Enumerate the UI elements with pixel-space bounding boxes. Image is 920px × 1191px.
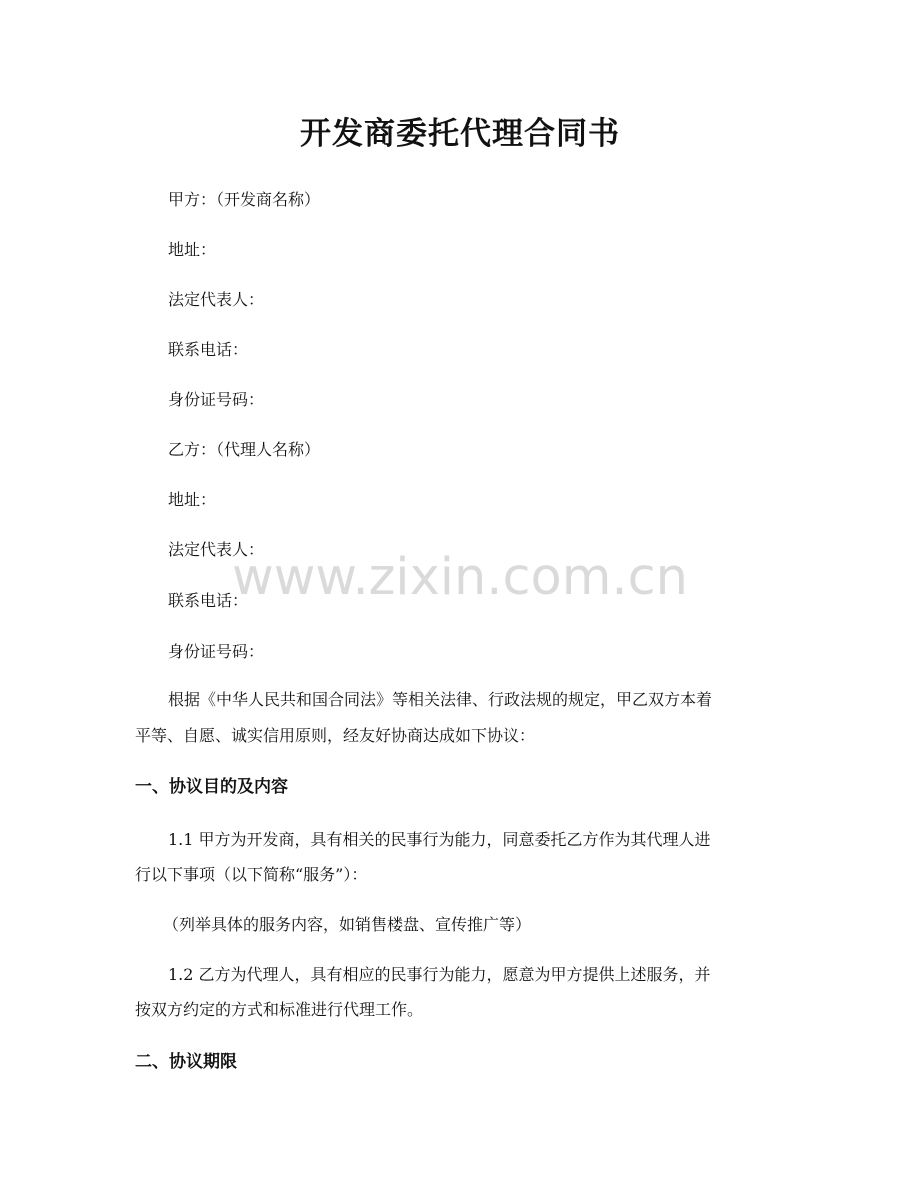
party-b-name: 乙方：（代理人名称） xyxy=(168,440,321,459)
preamble-line-1: 根据《中华人民共和国合同法》等相关法律、行政法规的规定，甲乙双方本着 xyxy=(168,690,713,709)
clause-1-1-line-2: 行以下事项（以下简称“服务”）： xyxy=(135,865,368,884)
party-b-id-number: 身份证号码： xyxy=(168,642,265,661)
clause-1-2-line-1: 1.2 乙方为代理人，具有相应的民事行为能力，愿意为甲方提供上述服务，并 xyxy=(168,965,711,984)
party-b-phone: 联系电话： xyxy=(168,591,249,610)
preamble-line-2: 平等、自愿、诚实信用原则，经友好协商达成如下协议： xyxy=(135,726,536,745)
clause-1-1-line-1: 1.1 甲方为开发商，具有相关的民事行为能力，同意委托乙方作为其代理人进 xyxy=(168,830,711,849)
party-a-name: 甲方：（开发商名称） xyxy=(168,190,321,209)
section-2-heading: 二、协议期限 xyxy=(135,1052,237,1072)
section-1-heading: 一、协议目的及内容 xyxy=(135,777,288,797)
services-note: （列举具体的服务内容，如销售楼盘、宣传推广等） xyxy=(163,915,532,934)
party-a-legal-rep: 法定代表人： xyxy=(168,290,265,309)
party-b-legal-rep: 法定代表人： xyxy=(168,540,265,559)
party-b-address: 地址： xyxy=(168,490,217,509)
party-a-phone: 联系电话： xyxy=(168,340,249,359)
party-a-id-number: 身份证号码： xyxy=(168,390,265,409)
clause-1-2-line-2: 按双方约定的方式和标准进行代理工作。 xyxy=(135,1000,424,1019)
party-a-address: 地址： xyxy=(168,240,217,259)
watermark: www.zixin.com.cn xyxy=(232,548,688,607)
document-title: 开发商委托代理合同书 xyxy=(300,116,620,152)
